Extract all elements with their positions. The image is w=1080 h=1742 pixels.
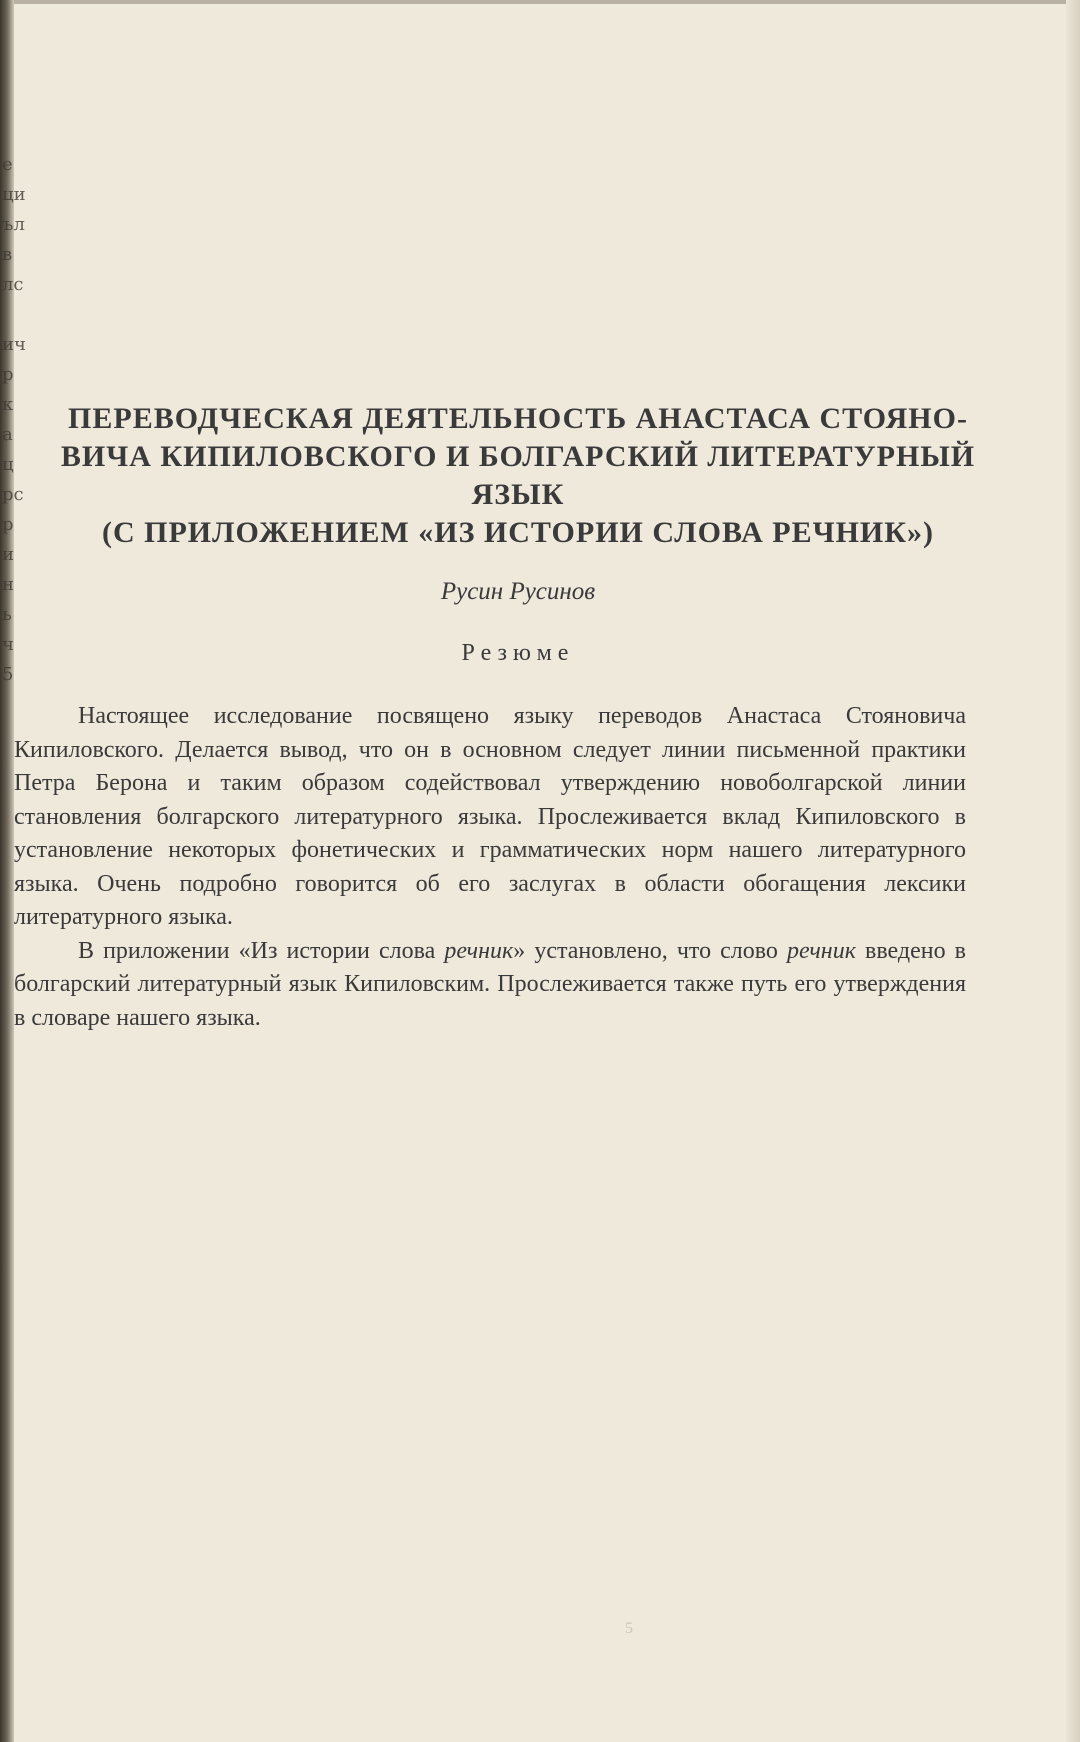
margin-fragment: а — [2, 424, 13, 445]
text-run: В приложении «Из истории слова — [78, 937, 445, 964]
summary-paragraph: Настоящее исследование посвящено языку переводов Анастаса Стояновича Кипиловского. Делается вывод, что он в основном следует линии письменной практики Петра Берона и таким образом содействовал утверждению новоболгарской линии становления болгарского литературного языка. Прослеживается вклад Кипиловского в установление некоторых фонетических и грамматических норм нашего литературного языка. Очень подробно говорится об его заслугах в области обогащения лексики литературного языка. — [14, 703, 966, 930]
margin-fragment: ч — [2, 634, 14, 655]
scan-edge-right — [1066, 0, 1080, 1742]
margin-fragment: лс — [2, 274, 24, 295]
margin-fragment — [2, 300, 30, 330]
summary-body — [14, 700, 966, 1035]
text-run: » установлено, что слово — [513, 937, 788, 964]
summary-paragraph — [14, 935, 966, 1036]
italic-term: речник — [787, 937, 856, 964]
margin-fragment: в — [2, 244, 13, 265]
facing-page-fragments — [2, 150, 30, 690]
margin-fragment: рс — [2, 484, 24, 505]
page-mark: 5 — [625, 1620, 633, 1637]
margin-fragment: к — [2, 394, 14, 415]
margin-fragment: ич — [2, 334, 26, 355]
margin-fragment: р — [2, 364, 14, 385]
title-line: ЯЗЫК — [471, 478, 565, 512]
margin-fragment: н — [2, 574, 14, 595]
italic-term: речник — [444, 937, 514, 964]
article-title — [28, 400, 1008, 552]
scan-edge-top — [0, 0, 1080, 4]
margin-fragment: 5 — [2, 664, 14, 685]
summary-heading: Резюме — [461, 640, 575, 666]
author-name: Русин Русинов — [440, 578, 596, 605]
margin-fragment: р — [2, 514, 14, 535]
title-line: ПЕРЕВОДЧЕСКАЯ ДЕЯТЕЛЬНОСТЬ АНАСТАСА СТОЯНО- — [68, 402, 968, 436]
title-line: (С ПРИЛОЖЕНИЕМ «ИЗ ИСТОРИИ СЛОВА РЕЧНИК») — [101, 516, 935, 550]
title-line: ВИЧА КИПИЛОВСКОГО И БОЛГАРСКИЙ ЛИТЕРАТУРНЫЙ — [60, 440, 976, 474]
margin-fragment: ъл — [2, 214, 25, 235]
margin-fragment: и — [2, 544, 14, 565]
margin-fragment: е — [2, 154, 13, 175]
margin-fragment: ц — [2, 454, 14, 475]
margin-fragment: ь — [2, 604, 12, 625]
margin-fragment: ци — [2, 184, 26, 205]
text-run: введено в болгарский литературный язык Кипиловским. Прослеживается также путь его утверждения в словаре нашего языка. — [14, 937, 966, 1031]
